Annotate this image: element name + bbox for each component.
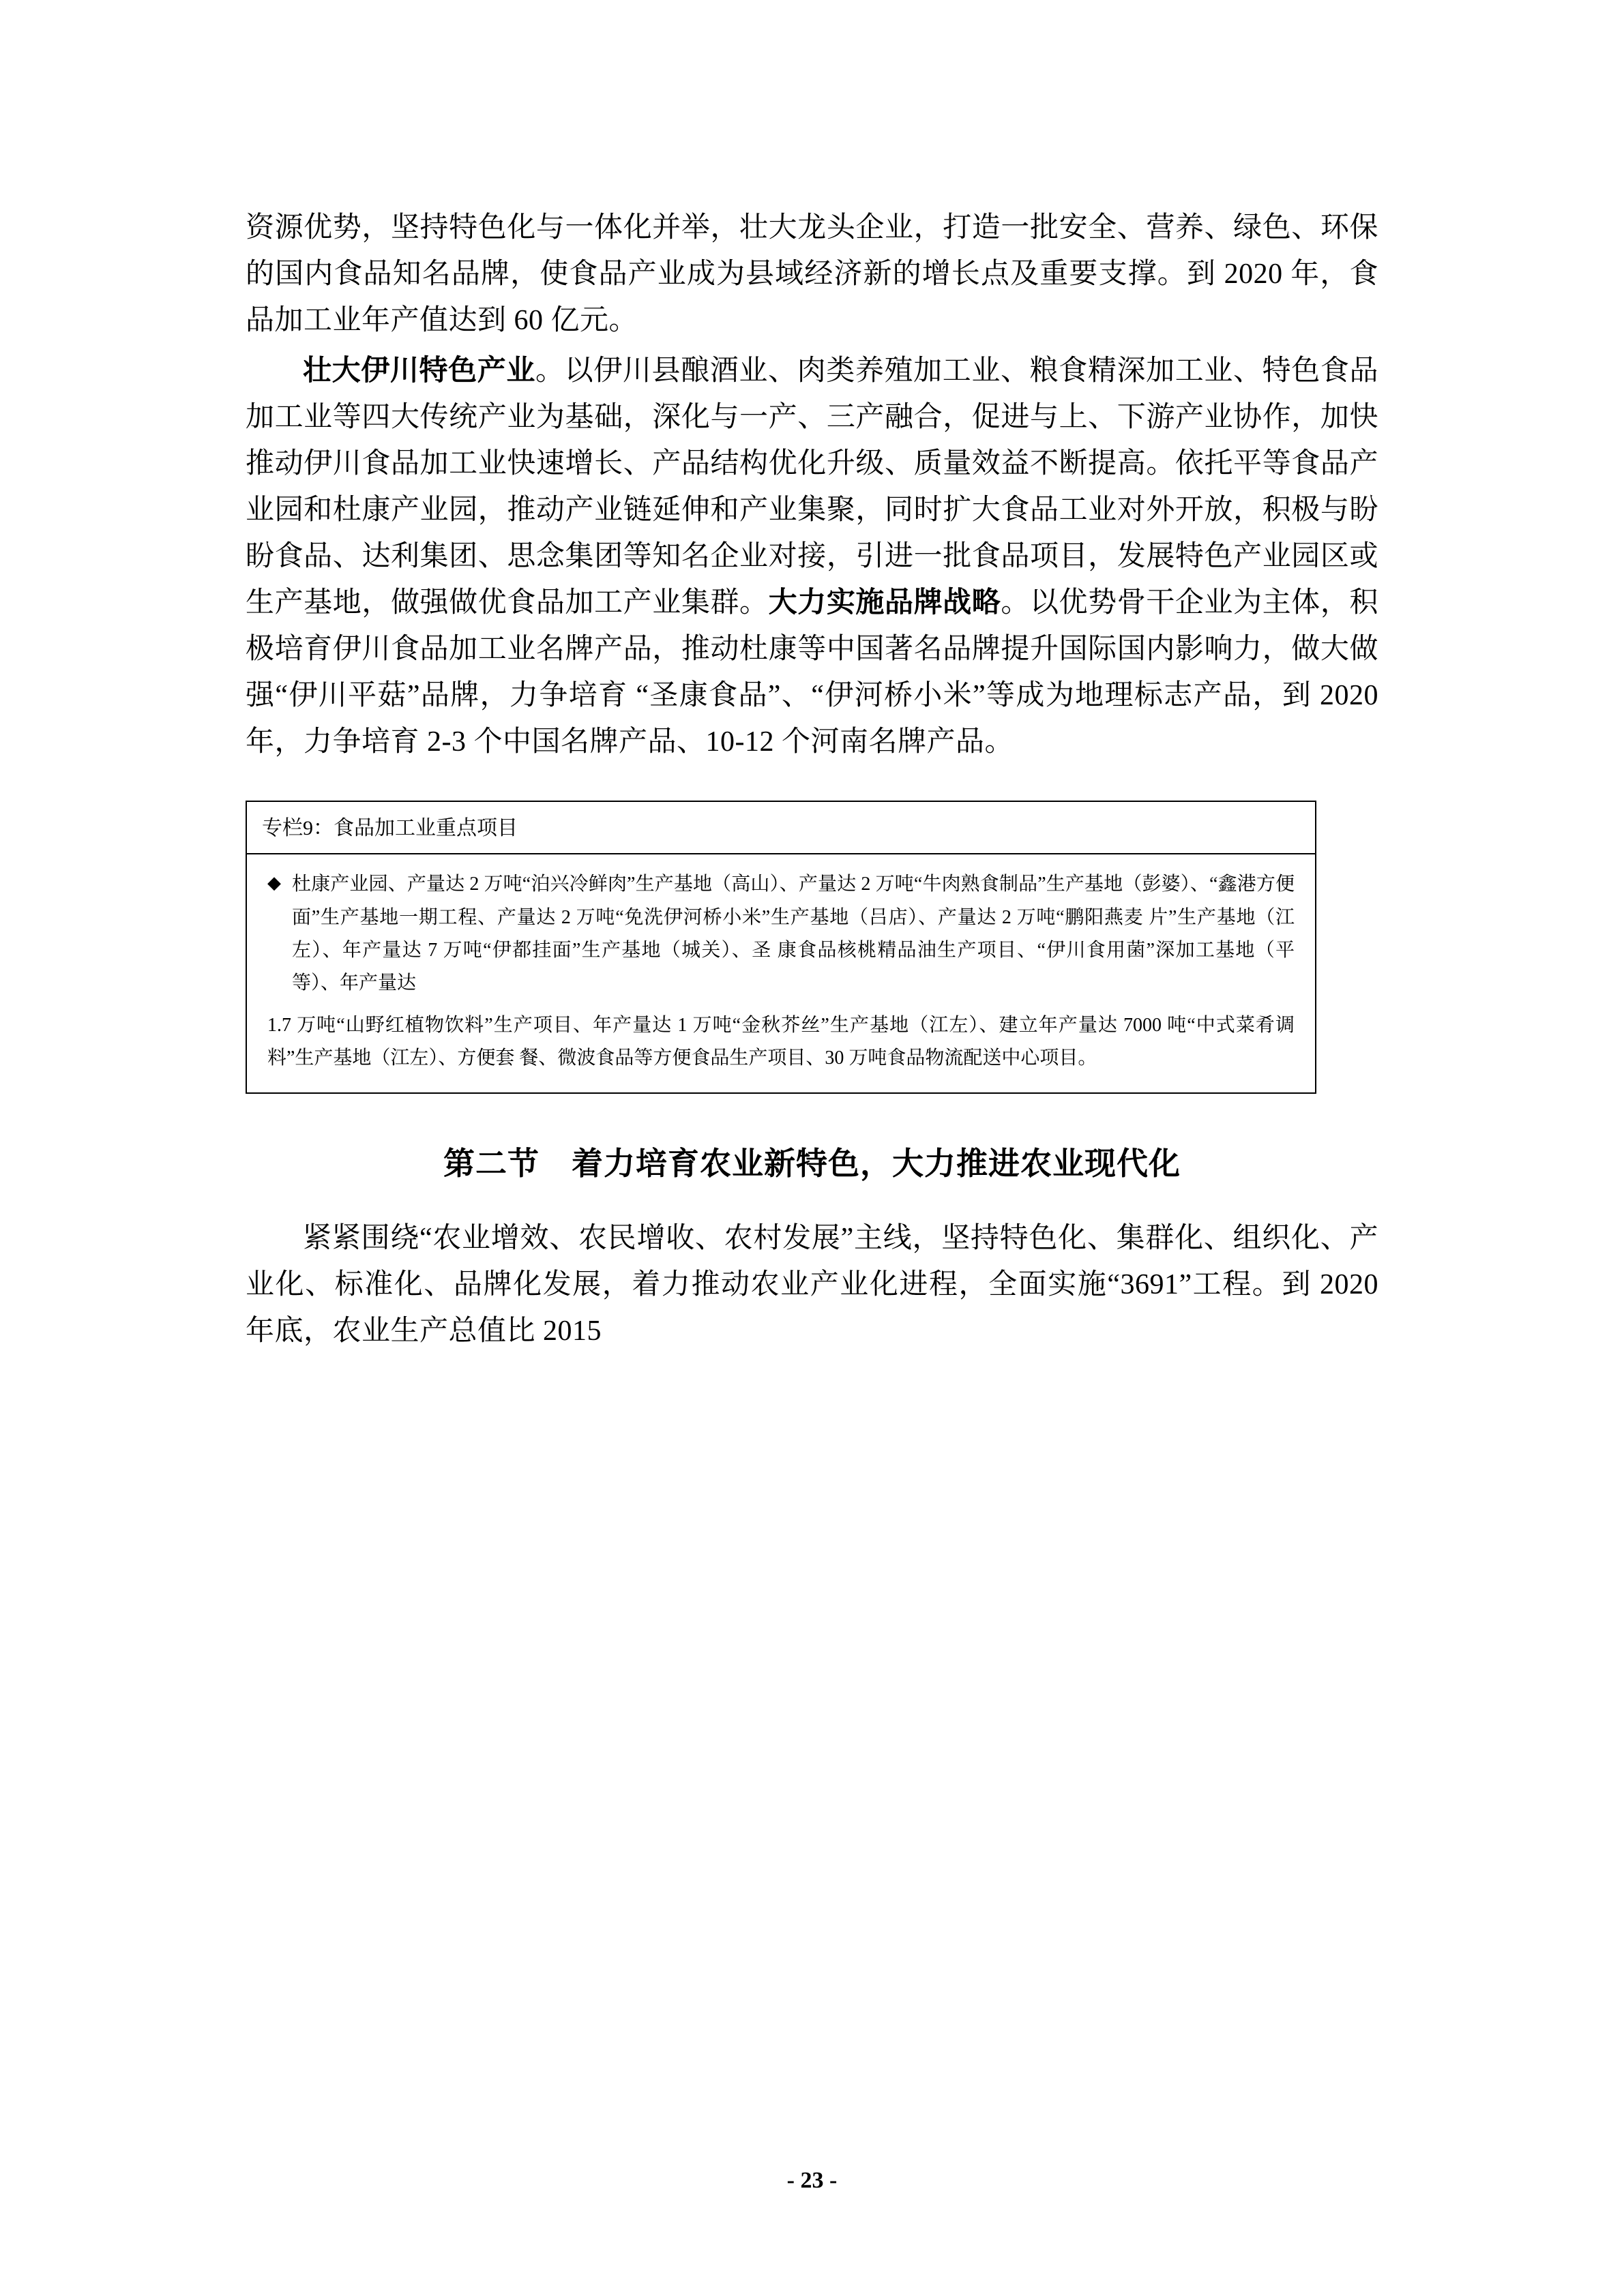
paragraph-industry-text-2: 。以优势骨干企业为主体，积极培育伊川食品加工业名牌产品，推动杜康等中国著名品牌提升国际国内影响力，做大做强“伊川平菇”品牌，力争培育 “圣康食品”、“伊河桥小米”等成为地理标志产品，到 2020 年，力争培育 2-3 个中国名牌产品、10-12 个河南名牌产品。 [246, 587, 1378, 758]
callout-box [246, 801, 1316, 1094]
bold-mid-label: 大力实施品牌战略 [768, 587, 1001, 619]
paragraph-industry [246, 348, 1378, 765]
paragraph-industry-text-1: 。以伊川县酿酒业、肉类养殖加工业、粮食精深加工业、特色食品加工业等四大传统产业为基础，深化与一产、三产融合，促进与上、下游产业协作，加快推动伊川食品加工业快速增长、产品结构优化升级、质量效益不断提高。依托平等食品产业园和杜康产业园，推动产业链延伸和产业集聚，同时扩大食品工业对外开放，积极与盼盼食品、达利集团、思念集团等知名企业对接，引进一批食品项目，发展特色产业园区或生产基地，做强做优食品加工产业集群。 [246, 355, 1378, 619]
callout-bullet-item [267, 868, 1295, 1000]
page-number: - 23 - [786, 2168, 838, 2193]
section-paragraph: 紧紧围绕“农业增效、农民增收、农村发展”主线，坚持特色化、集群化、组织化、产业化、标准化、品牌化发展，着力推动农业产业化进程，全面实施“3691”工程。到 2020 年底，农业生产总值比 2015 [246, 1223, 1378, 1347]
diamond-bullet-icon: ◆ [267, 873, 281, 893]
callout-box-body [247, 854, 1315, 1092]
callout-bullet-text-line1: 杜康产业园、产量达 2 万吨“泊兴冷鲜肉”生产基地（高山）、产量达 2 万吨“牛肉熟食制品”生产基地（彭婆）、“鑫港方便面”生产基地一期工程、产量达 2 万吨“免洗伊河桥小米”生产基地（吕店）、产量达 2 万吨“鹏阳燕麦 片”生产基地（江左）、年产量达 7 万吨“伊都挂面”生产基地（城关）、圣 康食品核桃精品油生产项目、“伊川食用菌”深加工基地（平等）、年产量达 [292, 874, 1295, 994]
bold-lead-label: 壮大伊川特色产业 [303, 355, 535, 387]
callout-box-title: 专栏9：食品加工业重点项目 [247, 802, 1315, 854]
section-heading: 第二节 着力培育农业新特色，大力推进农业现代化 [443, 1146, 1181, 1182]
paragraph-continuation: 资源优势，坚持特色化与一体化并举，壮大龙头企业，打造一批安全、营养、绿色、环保的国内食品知名品牌，使食品产业成为县域经济新的增长点及重要支撑。到 2020 年，食品加工业年产值达到 60 亿元。 [246, 212, 1378, 337]
callout-bullet-text-line2: 1.7 万吨“山野红植物饮料”生产项目、年产量达 1 万吨“金秋芥丝”生产基地（江左）、建立年产量达 7000 吨“中式菜肴调料”生产基地（江左）、方便套 餐、微波食品等方便食品生产项目、30 万吨食品物流配送中心项目。 [267, 1015, 1295, 1069]
